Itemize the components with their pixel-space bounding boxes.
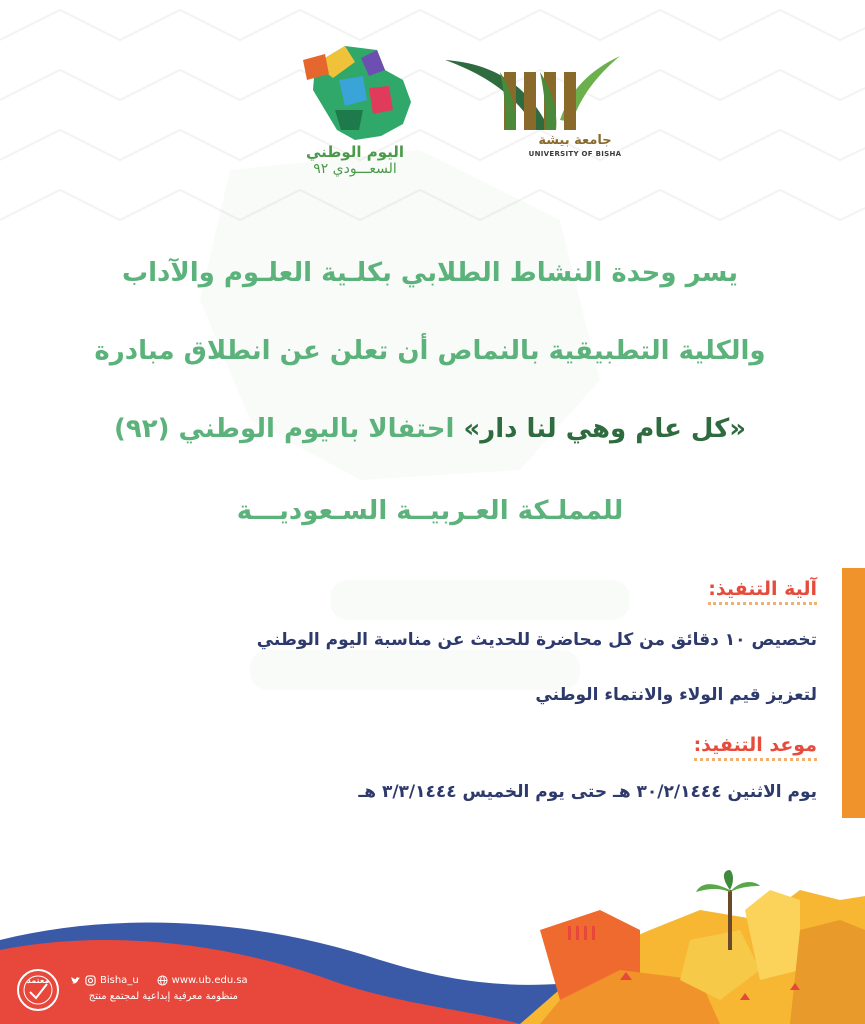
announcement-line-4: للمملـكة العـربيــة السـعوديـــة [236,496,624,526]
announcement-line-3 [40,414,820,444]
announcement-line-3-rest: احتفالا باليوم الوطني (٩٢) [113,414,455,444]
accreditation-label: معتمد [26,976,50,985]
footer-info [70,975,270,1002]
accent-bar [842,568,865,818]
national-day-number: السعـــودي ٩٢ [313,161,397,177]
mechanism-line-1: تخصيص ١٠ دقائق من كل محاضرة للحديث عن مناسبة اليوم الوطني [256,630,817,650]
national-day-label: اليوم الوطني [305,143,405,161]
date-title: موعد التنفيذ: [694,734,817,761]
announcement-line-2: والكلية التطبيقية بالنماص أن تعلن عن انطلاق مبادرة [94,336,766,366]
globe-icon [157,975,168,986]
footer-tagline: منظومة معرفية إبداعية لمجتمع منتج [88,991,238,1002]
website-link[interactable]: www.ub.edu.sa [171,975,248,986]
twitter-icon [70,975,81,986]
initiative-name: «كل عام وهي لنا دار» [463,414,747,444]
mechanism-line-2: لتعزيز قيم الولاء والانتماء الوطني [535,685,817,705]
date-line: يوم الاثنين ٣٠/٢/١٤٤٤ هـ حتى يوم الخميس ٣/٣/١٤٤٤ هـ [358,782,817,802]
announcement-line-1: يسر وحدة النشاط الطلابي بكلـية العلـوم والآداب [121,258,739,288]
accreditation-seal [16,968,60,1012]
social-handle[interactable]: Bisha_u [100,975,139,986]
university-name-english: UNIVERSITY OF BISHA [528,150,622,158]
instagram-icon [85,975,96,986]
university-name-arabic: جامعة بيشة [538,133,612,148]
mechanism-title: آلية التنفيذ: [708,578,817,605]
